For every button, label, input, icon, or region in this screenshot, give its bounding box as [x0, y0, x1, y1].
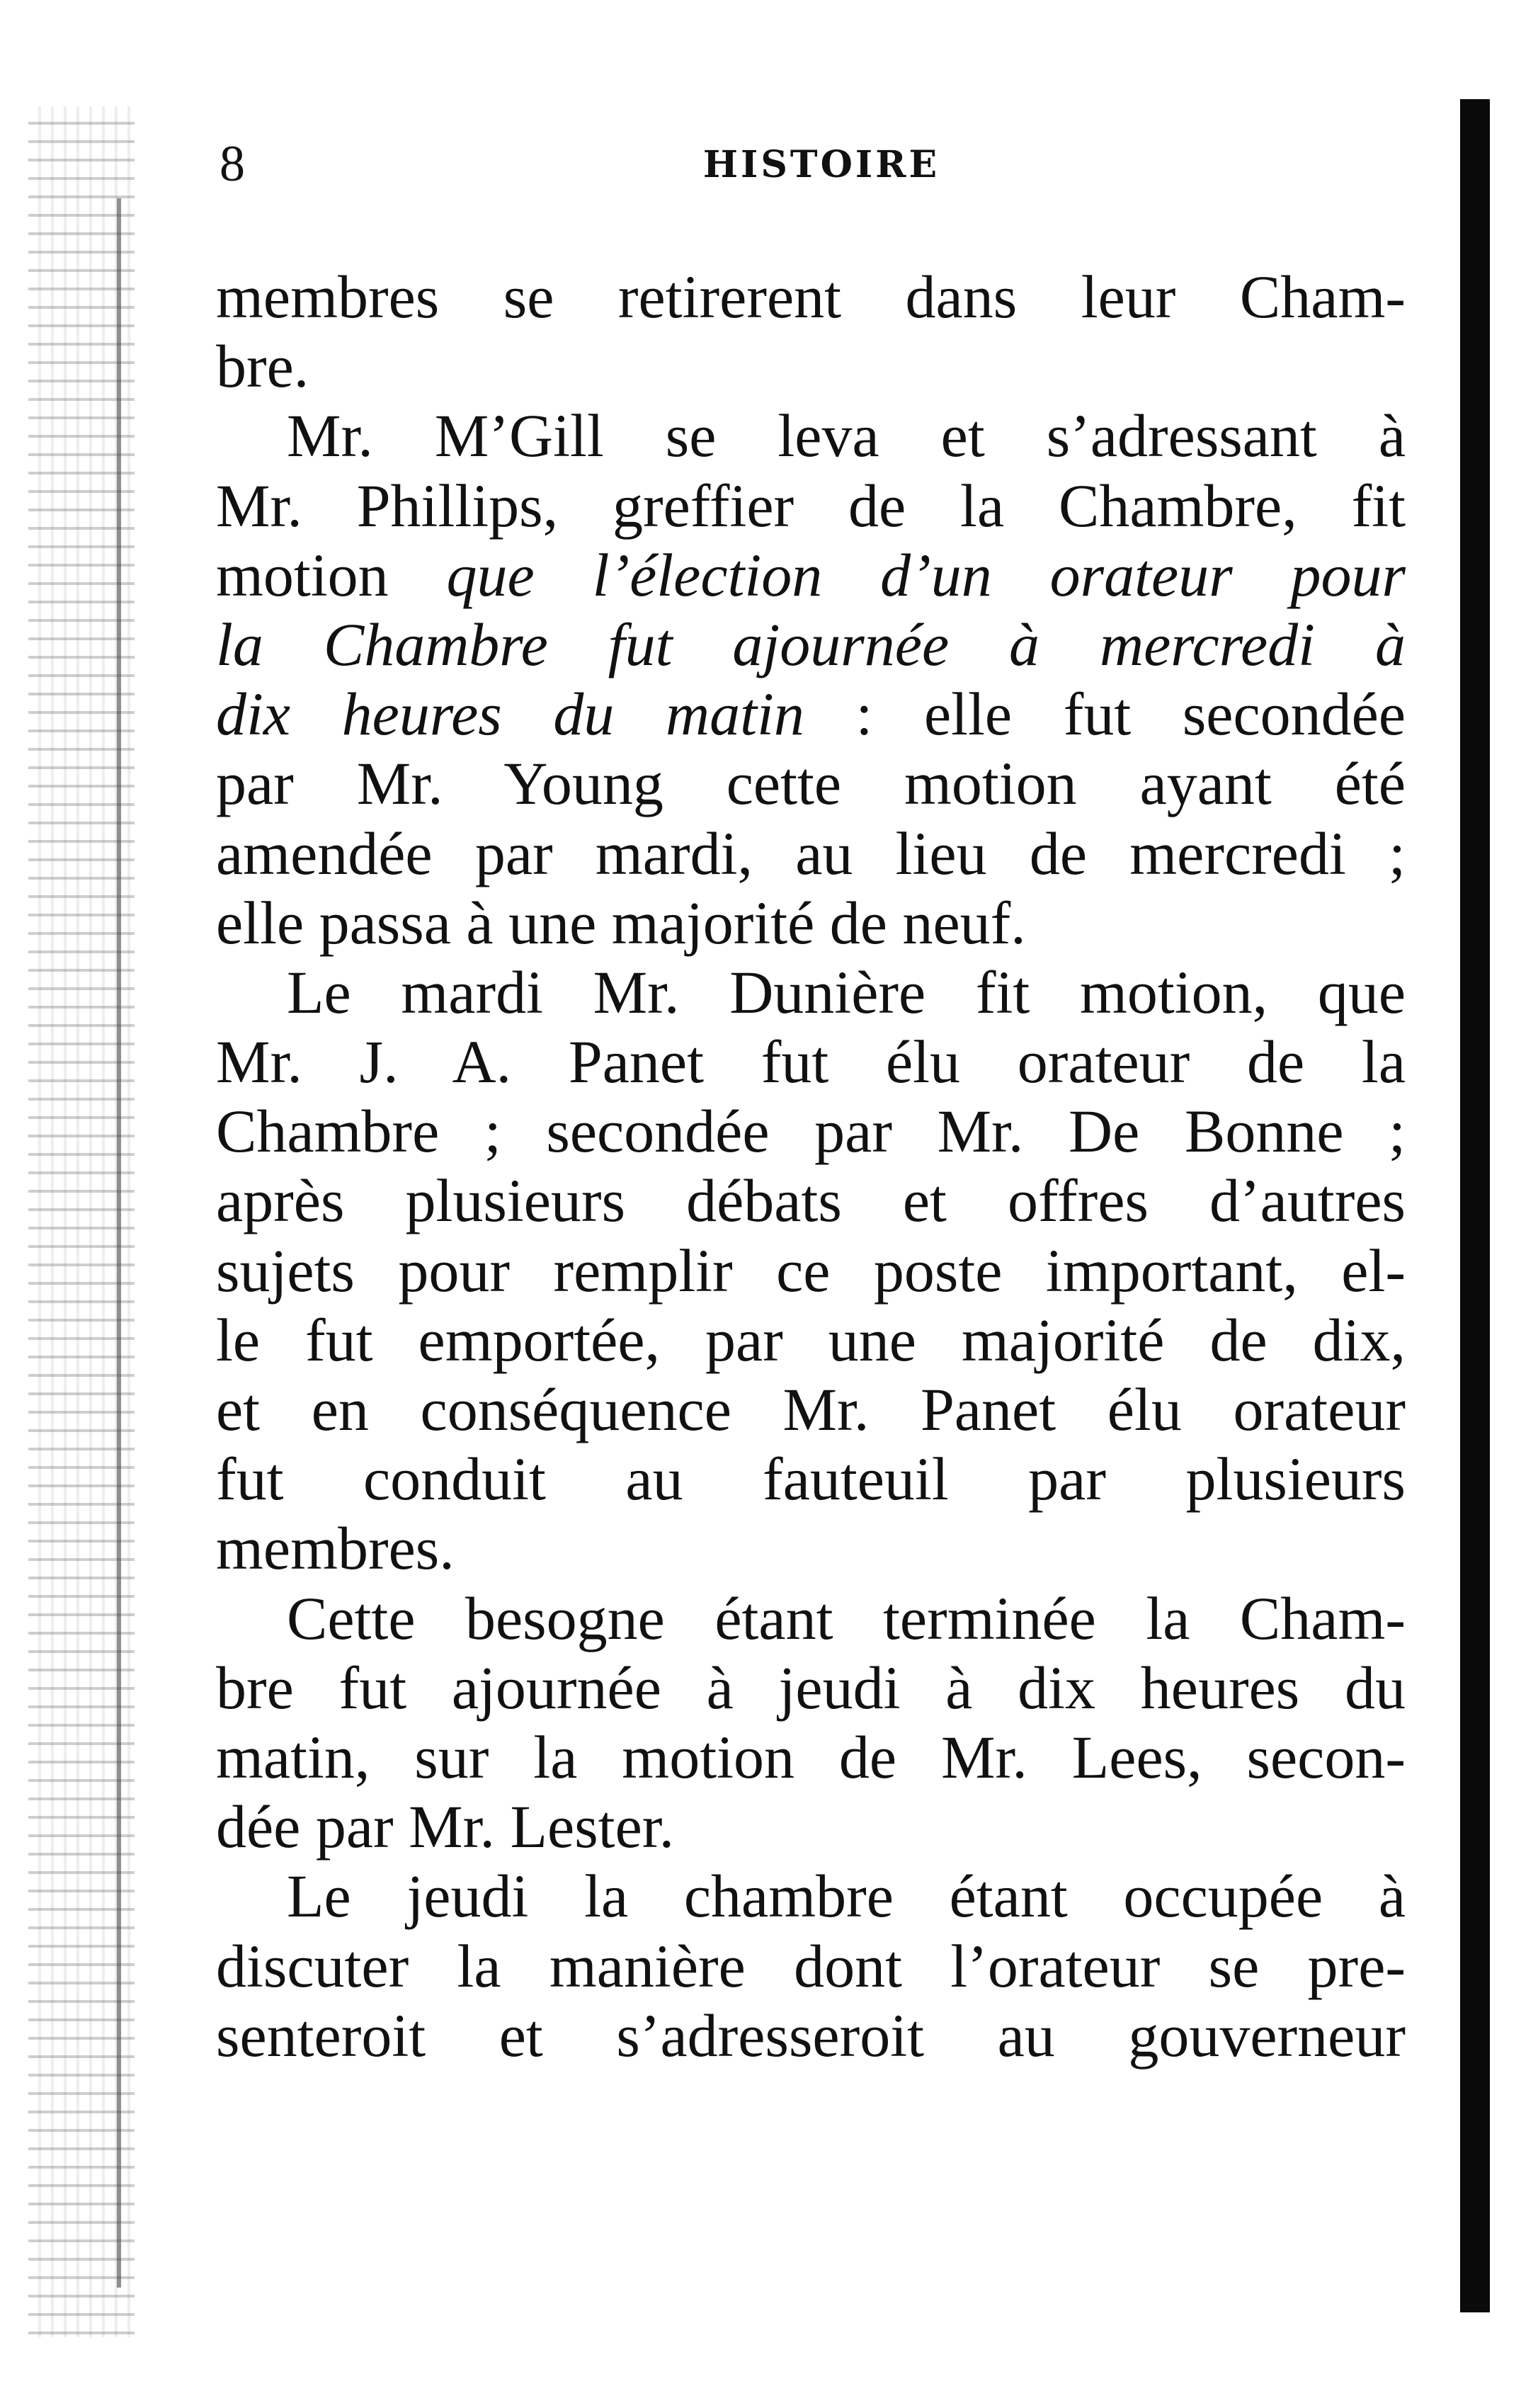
- text-segment: : elle fut secondée: [804, 680, 1406, 749]
- text-line: Le mardi Mr. Dunière fit motion, que: [287, 958, 1406, 1026]
- italic-segment: dix heures du matin: [216, 680, 804, 749]
- body-text: [216, 262, 1406, 2070]
- text-line: bre.: [216, 332, 309, 401]
- page-number: 8: [220, 135, 245, 192]
- text-line: Mr. Phillips, greffier de la Chambre, fit: [216, 471, 1406, 540]
- italic-segment: la Chambre fut ajournée à mercredi à: [216, 610, 1406, 678]
- text-line: Le jeudi la chambre étant occupée à: [287, 1862, 1406, 1931]
- italic-segment: que l’élection d’un orateur pour: [446, 540, 1406, 609]
- text-line: membres se retirerent dans leur Cham-: [216, 263, 1406, 331]
- text-line: matin, sur la motion de Mr. Lees, secon-: [216, 1722, 1406, 1791]
- text-segment: motion: [216, 540, 447, 609]
- text-line: bre fut ajournée à jeudi à dix heures du: [216, 1653, 1406, 1722]
- text-line: membres.: [216, 1514, 455, 1583]
- text-line: senteroit et s’adresseroit au gouverneur: [216, 2001, 1406, 2069]
- text-line: amendée par mardi, au lieu de mercredi ;: [216, 819, 1406, 887]
- running-title: HISTOIRE: [702, 143, 940, 186]
- scan-edge-bar: [1460, 99, 1490, 2312]
- text-line: Cette besogne étant terminée la Cham-: [287, 1584, 1406, 1652]
- text-line: [216, 610, 1406, 679]
- text-line: fut conduit au fauteuil par plusieurs: [216, 1445, 1406, 1513]
- text-line: et en conséquence Mr. Panet élu orateur: [216, 1375, 1406, 1443]
- text-line: [216, 540, 1406, 610]
- text-line: Mr. M’Gill se leva et s’adressant à: [287, 402, 1406, 470]
- text-line: après plusieurs débats et offres d’autres: [216, 1166, 1406, 1235]
- text-line: par Mr. Young cette motion ayant été: [216, 749, 1406, 818]
- text-line: elle passa à une majorité de neuf.: [216, 888, 1026, 957]
- gutter-rule: [117, 198, 121, 2288]
- text-line: sujets pour remplir ce poste important, el-: [216, 1236, 1406, 1305]
- text-line: Mr. J. A. Panet fut élu orateur de la: [216, 1028, 1406, 1096]
- text-line: [216, 679, 1406, 749]
- page-header: [212, 135, 1430, 205]
- text-line: Chambre ; secondée par Mr. De Bonne ;: [216, 1097, 1406, 1166]
- text-line: discuter la manière dont l’orateur se pre-: [216, 1931, 1406, 2000]
- text-line: le fut emportée, par une majorité de dix,: [216, 1305, 1406, 1374]
- text-line: dée par Mr. Lester.: [216, 1793, 675, 1861]
